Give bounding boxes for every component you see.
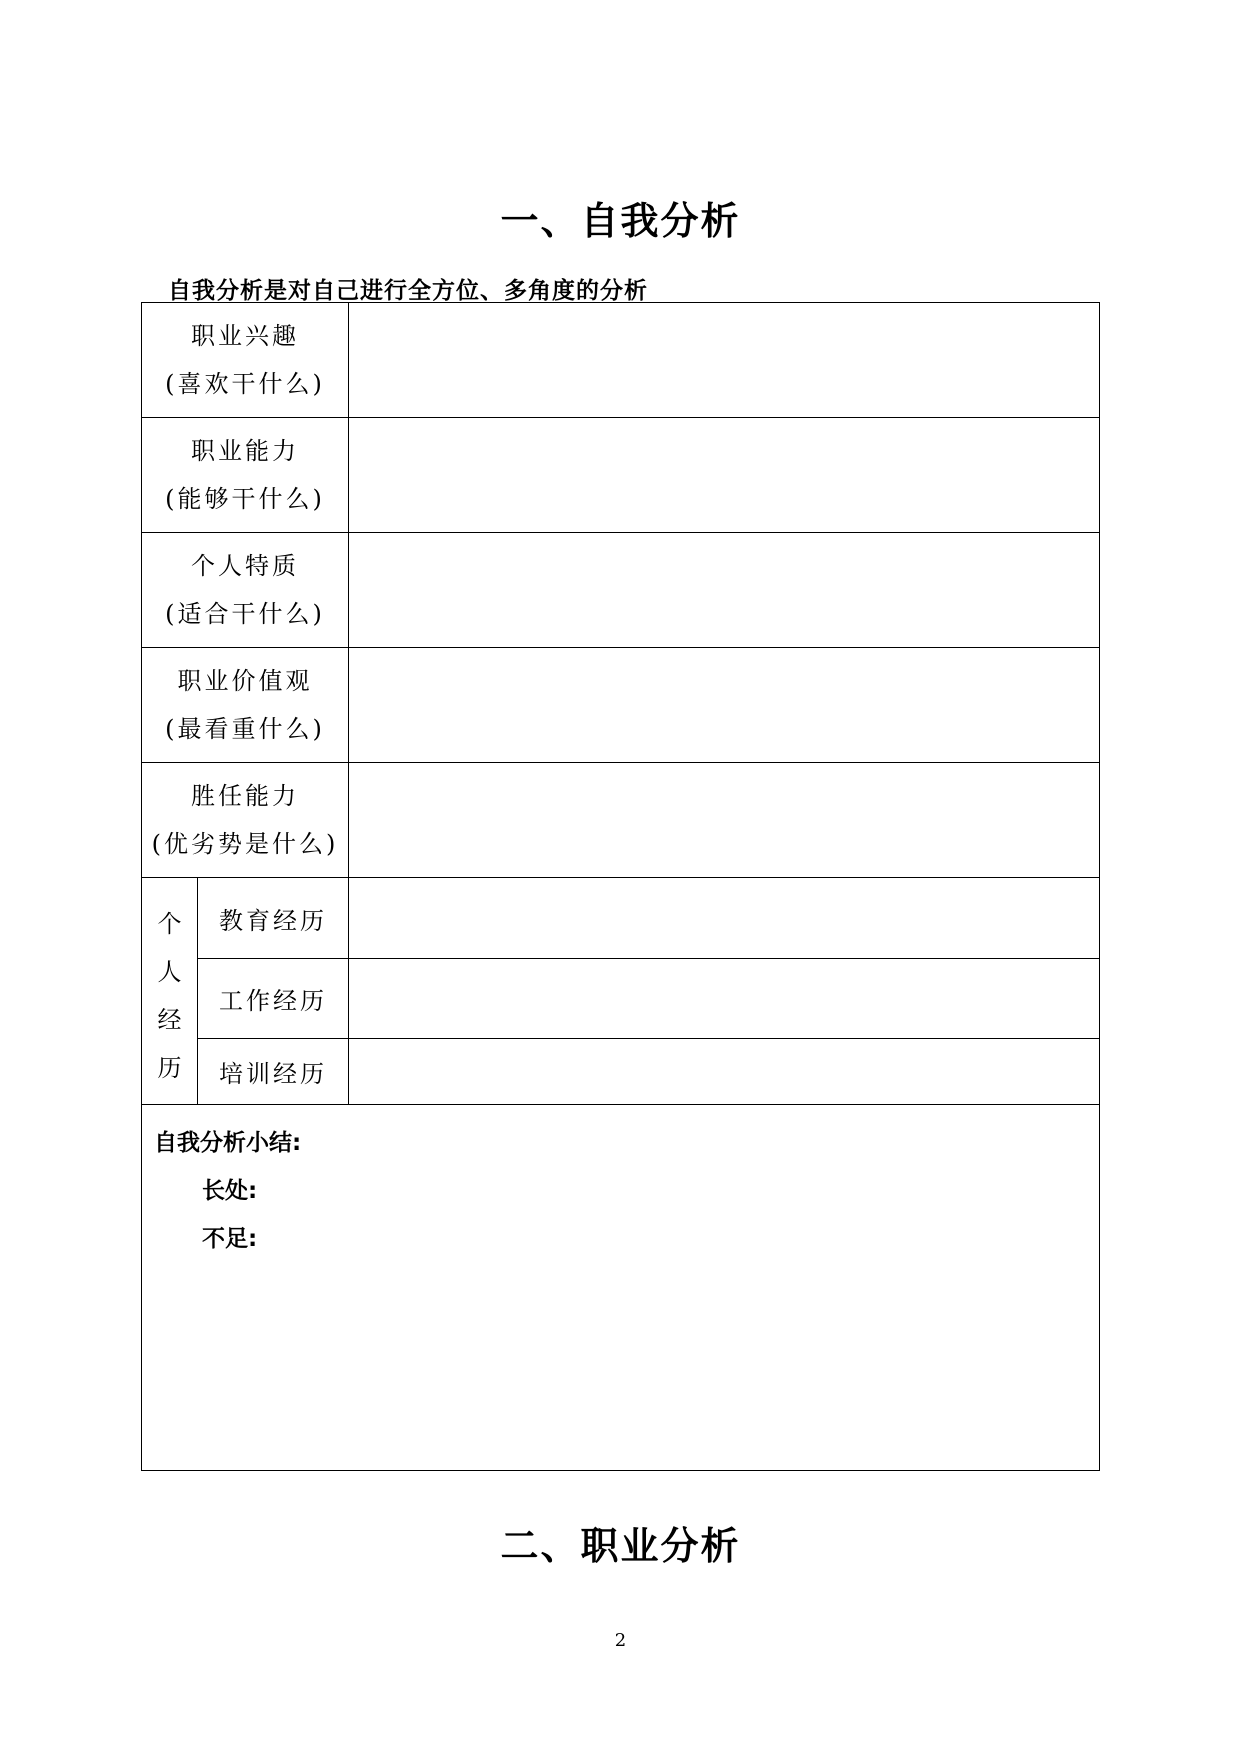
table-row xyxy=(142,418,1100,533)
row-label: 个人特质 xyxy=(191,552,299,580)
answer-field-work[interactable] xyxy=(349,959,1100,1039)
row-label-cell xyxy=(142,648,349,763)
table-row xyxy=(142,1039,1100,1105)
personal-experience-group-label: 个 人 经 历 xyxy=(142,878,198,1105)
table-row xyxy=(142,303,1100,418)
row-label-cell xyxy=(142,303,349,418)
row-label: 职业价值观 xyxy=(177,667,313,695)
row-label-cell xyxy=(142,763,349,878)
row-label: 职业能力 xyxy=(191,437,299,465)
summary-field[interactable] xyxy=(142,1105,1100,1471)
summary-heading: 自我分析小结: xyxy=(154,1130,302,1156)
answer-field-career-ability[interactable] xyxy=(349,418,1100,533)
section-title-career-analysis: 二、职业分析 xyxy=(500,1524,741,1568)
page-number: 2 xyxy=(614,1630,627,1651)
summary-weaknesses-label: 不足: xyxy=(202,1226,258,1252)
experience-label-training: 培训经历 xyxy=(198,1039,349,1105)
self-analysis-table xyxy=(141,302,1100,1471)
answer-field-career-values[interactable] xyxy=(349,648,1100,763)
experience-label-work: 工作经历 xyxy=(198,959,349,1039)
row-label: 职业兴趣 xyxy=(191,322,299,350)
row-sublabel: (最看重什么) xyxy=(165,715,325,743)
row-sublabel: (喜欢干什么) xyxy=(165,370,325,398)
answer-field-career-interest[interactable] xyxy=(349,303,1100,418)
section-subtitle: 自我分析是对自己进行全方位、多角度的分析 xyxy=(168,278,648,304)
answer-field-personal-traits[interactable] xyxy=(349,533,1100,648)
answer-field-training[interactable] xyxy=(349,1039,1100,1105)
row-label: 胜任能力 xyxy=(191,782,299,810)
table-row xyxy=(142,648,1100,763)
row-sublabel: (能够干什么) xyxy=(165,485,325,513)
table-row xyxy=(142,1105,1100,1471)
table-row xyxy=(142,533,1100,648)
row-label-cell xyxy=(142,418,349,533)
section-title-self-analysis: 一、自我分析 xyxy=(500,199,741,243)
summary-strengths-label: 长处: xyxy=(202,1178,258,1204)
row-sublabel: (适合干什么) xyxy=(165,600,325,628)
row-sublabel: (优劣势是什么) xyxy=(151,830,339,858)
row-label-cell xyxy=(142,533,349,648)
table-row xyxy=(142,763,1100,878)
table-row xyxy=(142,959,1100,1039)
answer-field-competency[interactable] xyxy=(349,763,1100,878)
table-row xyxy=(142,878,1100,959)
experience-label-education: 教育经历 xyxy=(198,878,349,959)
answer-field-education[interactable] xyxy=(349,878,1100,959)
